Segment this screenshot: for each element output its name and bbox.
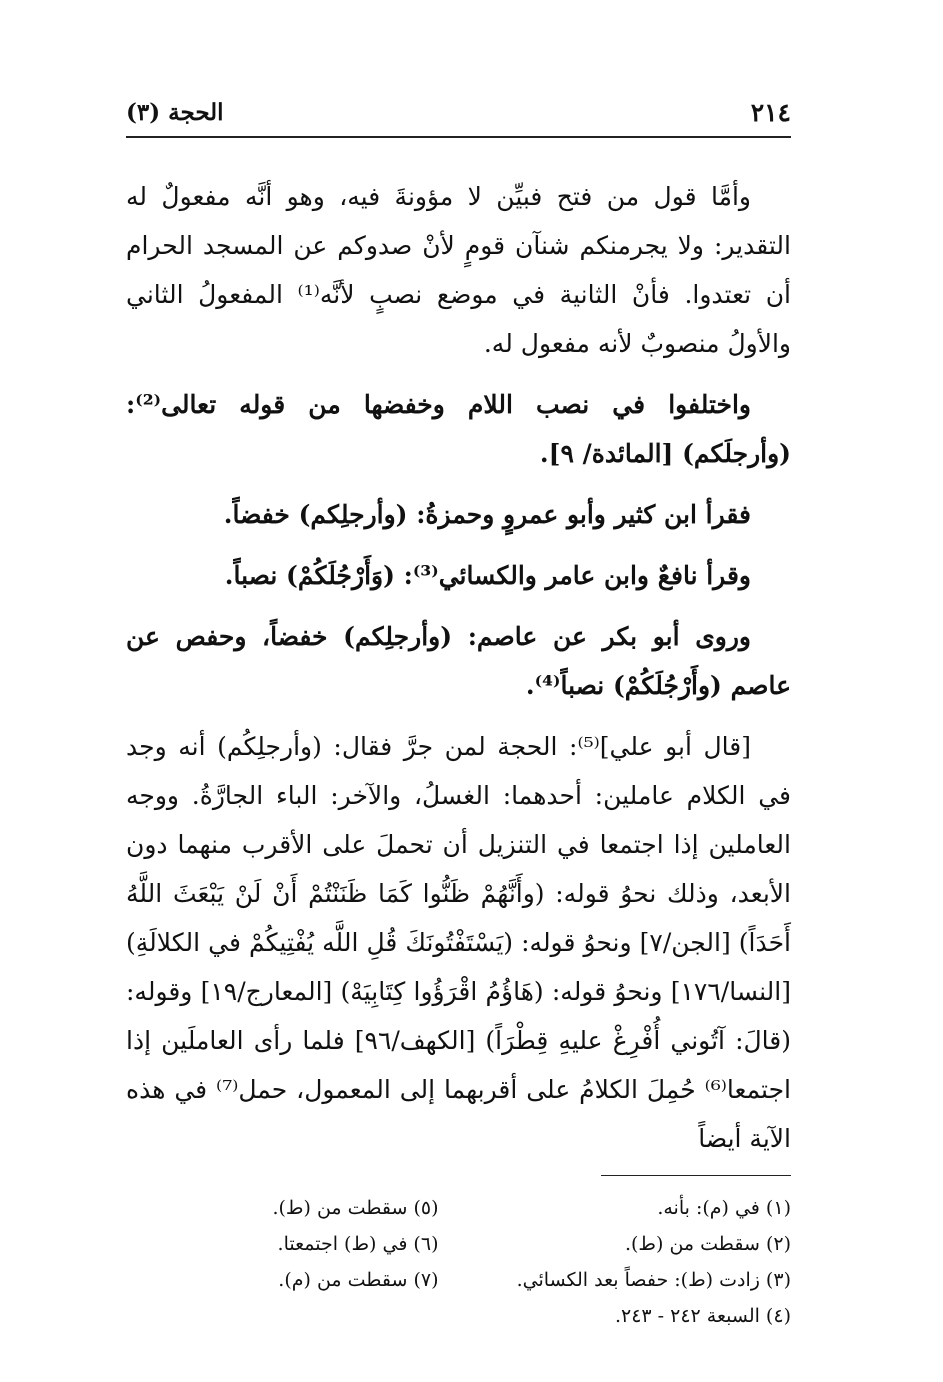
paragraph: وقرأ نافعٌ وابن عامر والكسائي⁽³⁾: (وَأَرْجُلَكُمْ) نصباً. [224, 561, 751, 590]
footnote: (٦) في (ط) اجتمعتا. [277, 1233, 439, 1255]
footnote-divider [601, 1175, 791, 1176]
book-title: الحجة (٣) [126, 99, 224, 126]
running-header [126, 98, 791, 138]
footnote: (٥) سقطت من (ط). [272, 1197, 439, 1219]
footnote: (٤) السبعة ٢٤٢ - ٢٤٣. [614, 1305, 791, 1327]
paragraph: وروى أبو بكر عن عاصم: (وأرجلِكم) خفضاً، وحفص عن عاصم (وأَرْجُلَكُمْ) نصباً⁽⁴⁾. [126, 622, 791, 700]
paragraph: وأمَّا قول من فتح فبيِّن لا مؤونةَ فيه، وهو أنَّه مفعولٌ له التقدير: ولا يجرمنكم شنآن قومٍ لأنْ صدوكم عن المسجد الحرام أن تعتدوا. فأنْ الثانية في موضع نصبٍ لأنَّه⁽¹⁾ المفعولُ الثاني والأولُ منصوبٌ لأنه مفعول له. [126, 182, 791, 358]
footnotes [126, 1190, 791, 1334]
footnote: (٢) سقطت من (ط). [624, 1233, 791, 1255]
main-text [126, 172, 791, 1163]
page [126, 98, 791, 1334]
paragraph: واختلفوا في نصب اللام وخفضها من قوله تعالى⁽²⁾: (وأرجلَكم) [المائدة/ ٩]. [126, 390, 791, 468]
paragraph: فقرأ ابن كثير وأبو عمروٍ وحمزةُ: (وأرجلِكم) خفضاً. [223, 500, 751, 529]
footnote: (٣) زادت (ط): حفصاً بعد الكسائي. [516, 1269, 791, 1291]
page-number: ٢١٤ [750, 98, 791, 127]
footnote [126, 1298, 439, 1334]
paragraph: [قال أبو علي]⁽⁵⁾: الحجة لمن جرَّ فقال: (وأرجلِكُم) أنه وجد في الكلام عاملين: أحدهما: الغسلُ، والآخر: الباء الجارَّةُ. ووجه العاملين إذا اجتمعا في التنزيل أن تحملَ على الأقرب منهما دون الأبعد، وذلك نحوُ قوله: (وأَنَّهُمْ ظَنُّوا كَمَا ظَنَنْتُمْ أَنْ لَنْ يَبْعَثَ اللَّهُ أَحَدَاً) [الجن/٧] ونحوُ قوله: (يَسْتَفْتُونَكَ قُلِ اللَّه يُفْتِيكُمْ في الكلالَةِ) [النسا/١٧٦] ونحوُ قوله: (هَاؤُمُ اقْرَؤُوا كِتَابِيَهْ) [المعارج/١٩] وقوله: (قالَ: آتُوني أُفْرِغْ عليهِ قِطْرَاً) [الكهف/٩٦] فلما رأى العاملَين إذا اجتمعا⁽⁶⁾ حُمِلَ الكلامُ على أقربهما إلى المعمول، حمل⁽⁷⁾ في هذه الآية أيضاً [126, 732, 791, 1153]
footnote: (١) في (م): بأنه. [657, 1197, 791, 1219]
footnote: (٧) سقطت من (م). [278, 1269, 439, 1291]
